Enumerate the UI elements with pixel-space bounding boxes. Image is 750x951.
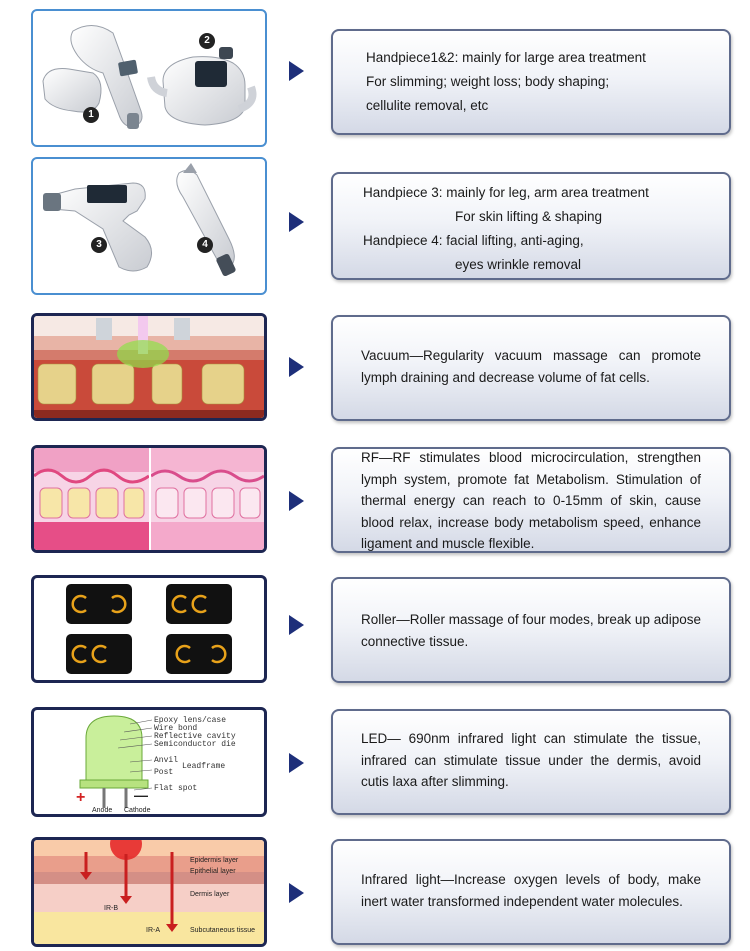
- arrow-icon: [289, 883, 304, 903]
- badge-2: 2: [199, 33, 215, 49]
- led-text: LED— 690nm infrared light can stimulate the tissue, infrared can stimulate tissue under the dermis, avoid cutis laxa after slimming.: [361, 731, 701, 789]
- anode-label: Anode: [92, 807, 113, 814]
- arrow-icon: [289, 212, 304, 232]
- infrared-description: [331, 839, 731, 945]
- rf-text: RF—RF stimulates blood microcirculation, strengthen lymph system, promote fat Metabolism. Stimulation of thermal energy can reach to 0-15mm of skin, cause blood relax, increase body metabolism speed, enhance ligament and muscle flexible.: [361, 450, 701, 551]
- description-line: For skin lifting & shaping: [455, 209, 603, 224]
- layer-label: Epithelial layer: [190, 868, 236, 875]
- layer-label: Subcutaneous tissue: [190, 927, 255, 934]
- led-description: [331, 709, 731, 815]
- led-label: Leadframe: [182, 762, 226, 771]
- row-infrared: [0, 837, 750, 947]
- led-label: Semiconductor die: [154, 740, 236, 749]
- arrow-icon: [289, 61, 304, 81]
- row-handpiece-3-4: [0, 157, 750, 295]
- rf-description: [331, 447, 731, 553]
- description-line: Handpiece 3: mainly for leg, arm area treatment: [363, 185, 649, 200]
- infrared-diagram: [31, 837, 267, 947]
- rf-illustration: [34, 448, 264, 550]
- description-line: Handpiece1&2: mainly for large area treatment: [366, 50, 646, 65]
- description-line: Handpiece 4: facial lifting, anti-aging,: [363, 233, 584, 248]
- description-line: cellulite removal, etc: [366, 98, 489, 113]
- led-diagram: [31, 707, 267, 817]
- row-led: [0, 707, 750, 817]
- infrared-illustration: [34, 840, 264, 944]
- badge-3: 3: [91, 237, 107, 253]
- rf-image: [31, 445, 267, 553]
- handpiece-3-4-description: [331, 172, 731, 280]
- row-vacuum: [0, 313, 750, 421]
- anode-plus-sign: +: [76, 789, 86, 806]
- description-line: For slimming; weight loss; body shaping;: [366, 74, 610, 89]
- cathode-label: Cathode: [124, 807, 151, 814]
- layer-label: Dermis layer: [190, 891, 230, 898]
- vacuum-illustration: [34, 316, 264, 418]
- handpiece-3-4-image: [31, 157, 267, 295]
- cathode-minus-sign: —: [134, 787, 148, 803]
- arrow-icon: [289, 753, 304, 773]
- handpiece-3-4-illustration: [33, 159, 265, 293]
- arrow-icon: [289, 491, 304, 511]
- row-rf: [0, 445, 750, 553]
- row-roller: [0, 575, 750, 683]
- row-handpiece-1-2: [0, 9, 750, 147]
- layer-label: Epidermis layer: [190, 857, 239, 864]
- badge-1: 1: [83, 107, 99, 123]
- led-label: Post: [154, 768, 174, 777]
- led-label: Epoxy lens/case: [154, 716, 227, 725]
- roller-text: Roller—Roller massage of four modes, break up adipose connective tissue.: [361, 612, 701, 649]
- led-label: Wire bond: [154, 724, 198, 733]
- handpiece-1-2-illustration: [33, 11, 265, 145]
- roller-modes-illustration: [34, 578, 264, 680]
- infrared-text: Infrared light—Increase oxygen levels of body, make inert water transformed independent water molecules.: [361, 872, 701, 909]
- arrow-icon: [289, 357, 304, 377]
- vacuum-image: [31, 313, 267, 421]
- ir-marker: IR-B: [104, 905, 118, 912]
- badge-4: 4: [197, 237, 213, 253]
- description-line: eyes wrinkle removal: [455, 257, 582, 272]
- led-label: Flat spot: [154, 784, 198, 793]
- vacuum-description: [331, 315, 731, 421]
- led-illustration: [34, 710, 264, 814]
- led-label: Anvil: [154, 756, 179, 765]
- handpiece-1-2-description: [331, 29, 731, 135]
- ir-marker: IR-A: [146, 927, 160, 934]
- roller-description: [331, 577, 731, 683]
- vacuum-text: Vacuum—Regularity vacuum massage can promote lymph draining and decrease volume of fat cells.: [361, 348, 701, 385]
- roller-image: [31, 575, 267, 683]
- arrow-icon: [289, 615, 304, 635]
- handpiece-1-2-image: [31, 9, 267, 147]
- led-label: Reflective cavity: [154, 732, 236, 741]
